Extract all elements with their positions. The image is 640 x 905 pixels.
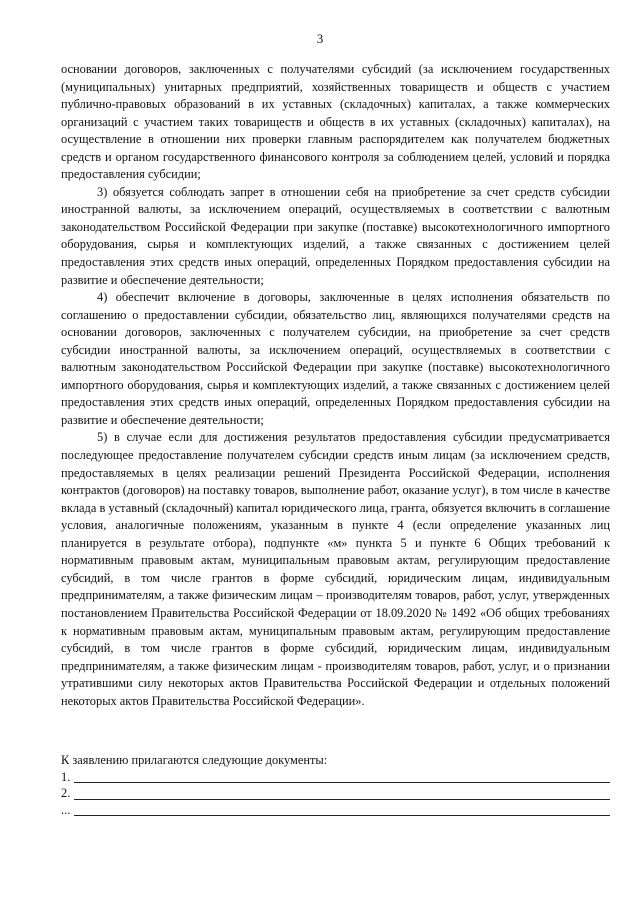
- attachment-line-2[interactable]: [61, 786, 610, 803]
- attachment-number: 1.: [61, 769, 71, 784]
- document-body: [61, 61, 610, 710]
- attachment-number: 2.: [61, 786, 71, 800]
- attachments-section: [61, 752, 610, 819]
- fill-in-underline: [74, 815, 610, 816]
- attachment-line-1[interactable]: [61, 770, 610, 787]
- attachments-title: К заявлению прилагаются следующие документы:: [61, 753, 328, 767]
- paragraph-continuation: основании договоров, заключенных с получателями субсидий (за исключением государственных (муниципальных) унитарных предприятий, хозяйственных товариществ и обществ с участием публично-правовых образований в их уставных (складочных) капиталах, а также коммерческих организаций с участием таких товариществ и обществ в их уставных (складочных) капиталах), на осуществление в отношении них проверки главным распорядителем как получателем бюджетных средств и органом государственного финансового контроля за соблюдением целей, условий и порядка предоставления субсидии;: [61, 62, 610, 182]
- fill-in-underline: [74, 782, 610, 783]
- paragraph-item-3: 3) обязуется соблюдать запрет в отношении себя на приобретение за счет средств субсидии иностранной валюты, за исключением операций, осуществляемых в соответствии с валютным законодательством Российской Федерации при закупке (поставке) высокотехнологичного импортного оборудования, сырья и комплектующих изделий, а также связанных с достижением целей предоставления этих средств иных операций, определенных Порядком предоставления субсидии на развитие и обеспечение деятельности;: [61, 184, 610, 287]
- fill-in-underline: [74, 799, 610, 800]
- page-number: 3: [316, 31, 324, 46]
- paragraph-item-4: 4) обеспечит включение в договоры, заключенные в целях исполнения обязательств по соглашению о предоставлении субсидии, обязательство лиц, являющихся получателями средств на основании договоров, заключенных с получателем субсидии, на приобретение за счет средств субсидии иностранной валюты, за исключением операций, осуществляемых в соответствии с валютным законодательством Российской Федерации при закупке (поставке) высокотехнологичного импортного оборудования, сырья и комплектующих изделий, а также связанных с достижением целей предоставления этих средств иных операций, определенных Порядком предоставления субсидии на развитие и обеспечение деятельности;: [61, 290, 610, 427]
- attachment-line-more[interactable]: [61, 803, 610, 820]
- attachment-number: ...: [61, 802, 71, 817]
- paragraph-item-5: 5) в случае если для достижения результатов предоставления субсидии предусматривается последующее предоставление получателем субсидии средств иным лицам (за исключением средств, предоставляемых в целях реализации решений Президента Российской Федерации, исполнения контрактов (договоров) на поставку товаров, выполнение работ, оказание услуг), в том числе в качестве вклада в уставный (складочный) капитал юридического лица, гранта, обязуется включить в соглашение условия, аналогичные положениям, указанным в пункте 4 (если определение указанных лиц планируется в результате отбора), подпункте «м» пункта 5 и пункте 6 Общих требований к нормативным правовым актам, муниципальным правовым актам, регулирующим предоставление субсидий, в том числе грантов в форме субсидий, юридическим лицам, индивидуальным предпринимателям, а также физическим лицам – производителям товаров, работ, услуг, утвержденных постановлением Правительства Российской Федерации от 18.09.2020 № 1492 «Об общих требованиях к нормативным правовым актам, муниципальным правовым актам, регулирующим предоставление субсидий, в том числе грантов в форме субсидий, юридическим лицам, индивидуальным предпринимателям, а также физическим лицам - производителям товаров, работ, услуг, и о признании утратившими силу некоторых актов Правительства Российской Федерации и отдельных положений некоторых актов Правительства Российской Федерации».: [61, 430, 610, 708]
